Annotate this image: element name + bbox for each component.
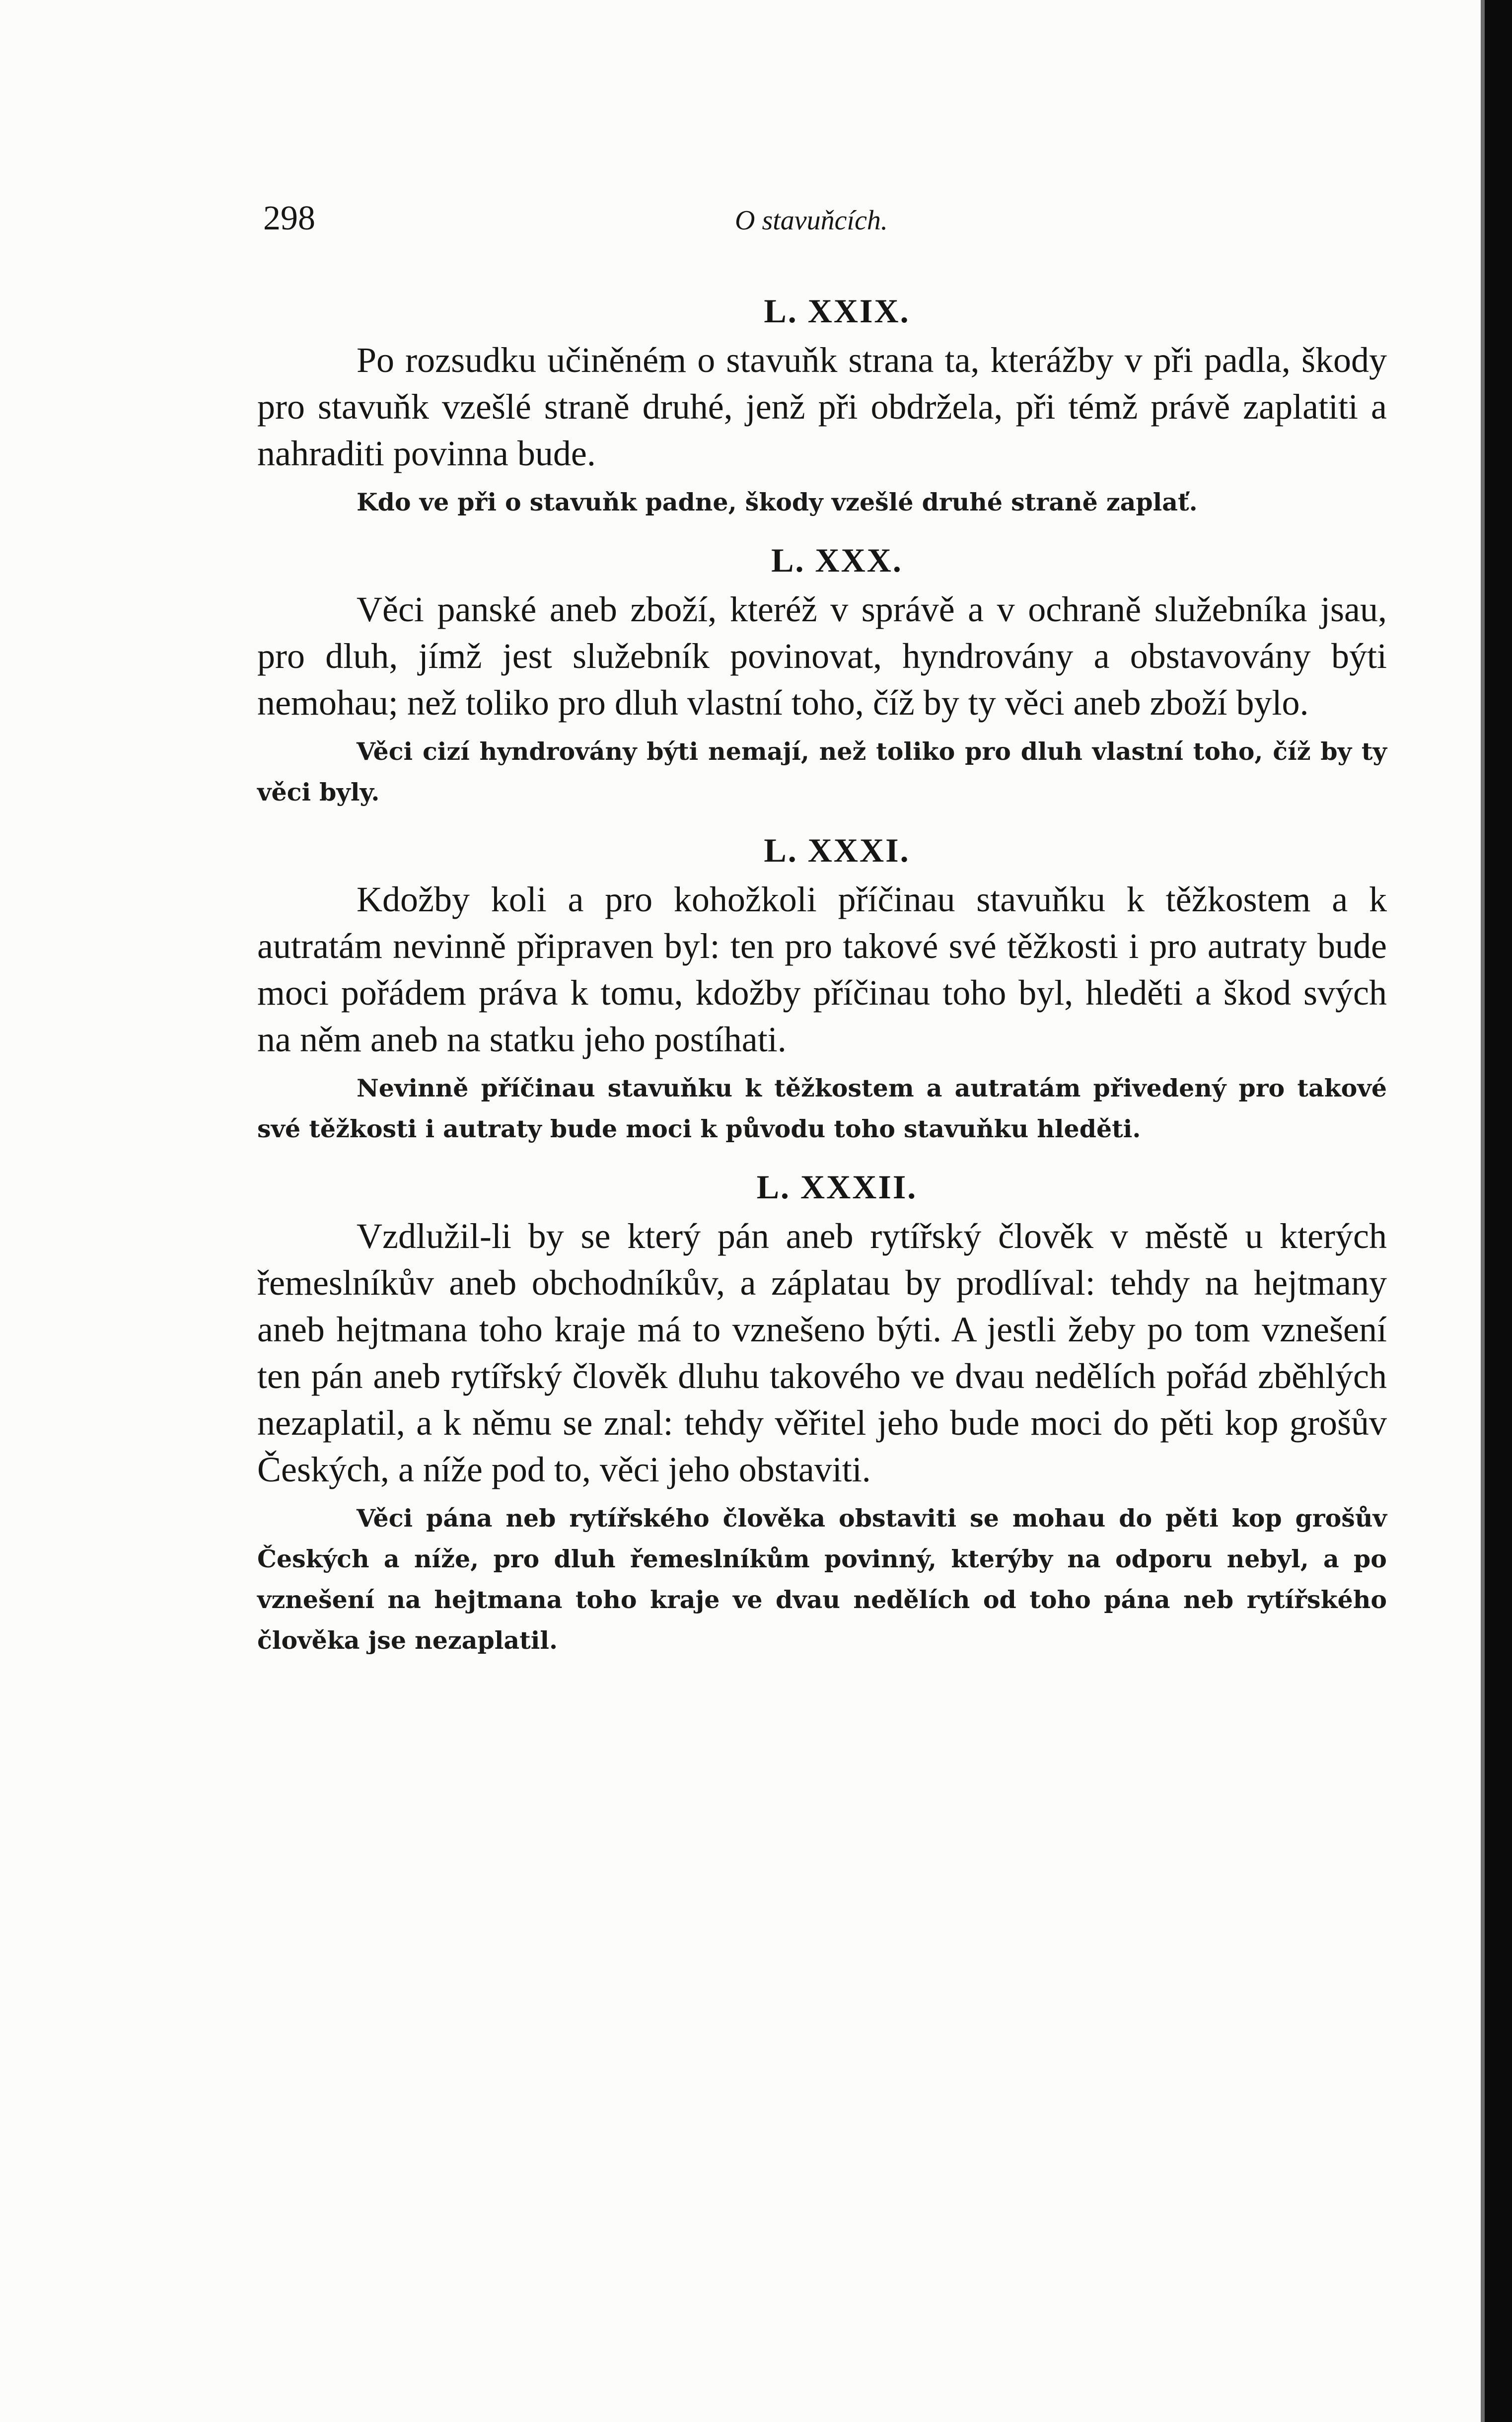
section-body: Vzdlužil-li by se který pán aneb rytířský člověk v městě u kterých řemeslníkův aneb obchodníkův, a záplatau by prodlíval: tehdy na hejtmany aneb hejtmana toho kraje má to vznešeno býti. A jestli žeby po tom vznešení ten pán aneb rytířský člověk dluhu takového ve dvau nedělích pořád zběhlých nezaplatil, a k němu se znal: tehdy věřitel jeho bude moci do pěti kop grošův Českých, a níže pod to, věci jeho obstaviti. [257, 1216, 1387, 1489]
section-body: Po rozsudku učiněném o stavuňk strana ta, kterážby v při padla, škody pro stavuňk vzešlé straně druhé, jenž při obdržela, při témž právě zaplatiti a nahraditi povinna bude. [257, 340, 1387, 473]
section-summary: Kdo ve při o stavuňk padne, škody vzešlé druhé straně zaplať. [357, 488, 1198, 516]
scan-border [1485, 0, 1512, 2422]
section-summary: Nevinně příčinau stavuňku k těžkostem a autratám přivedený pro takové své těžkosti i autraty bude moci k původu toho stavuňku hleděti. [257, 1074, 1387, 1143]
section-heading: L. XXIX. [764, 292, 910, 330]
section-body: Kdožby koli a pro kohožkoli příčinau stavuňku k těžkostem a k autratám nevinně připraven byl: ten pro takové své těžkosti i pro autraty bude moci pořádem práva k tomu, kdožby příčinau toho byl, hleděti a škod svých na něm aneb na statku jeho postíhati. [257, 880, 1387, 1059]
section-xxix [257, 288, 1387, 522]
text-block [257, 288, 1387, 1676]
running-head [263, 196, 1385, 241]
section-heading: L. XXXI. [764, 831, 910, 869]
page-number: 298 [263, 199, 315, 237]
section-body: Věci panské aneb zboží, kteréž v správě a v ochraně služebníka jsau, pro dluh, jímž jest služebník povinovat, hyndrovány a obstavovány býti nemohau; než toliko pro dluh vlastní toho, číž by ty věci aneb zboží bylo. [257, 589, 1387, 723]
section-xxx [257, 537, 1387, 812]
running-title: O stavuňcích. [735, 205, 888, 236]
section-summary: Věci cizí hyndrovány býti nemají, než toliko pro dluh vlastní toho, číž by ty věci byly. [257, 737, 1387, 807]
section-summary: Věci pána neb rytířského člověka obstaviti se mohau do pěti kop grošův Českých a níže, pro dluh řemeslníkům povinný, kterýby na odporu nebyl, a po vznešení na hejtmana toho kraje ve dvau nedělích od toho pána neb rytířského člověka jse nezaplatil. [257, 1504, 1387, 1655]
page-edge-shadow [1481, 0, 1485, 2422]
section-xxxii [257, 1164, 1387, 1661]
section-heading: L. XXX. [771, 541, 903, 579]
section-heading: L. XXXII. [756, 1168, 918, 1206]
section-xxxi [257, 827, 1387, 1149]
